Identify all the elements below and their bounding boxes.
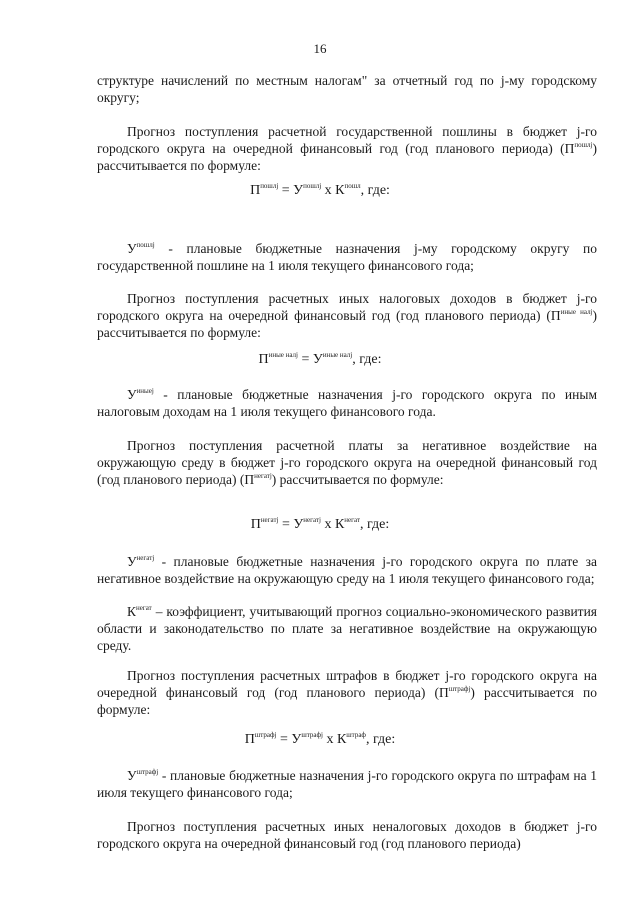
- paragraph-continuation: [97, 72, 597, 106]
- symbol-superscript: негатj: [254, 472, 272, 480]
- paragraph-state-duty-definition: [97, 240, 597, 274]
- symbol: У: [127, 554, 137, 569]
- paragraph-text: - плановые бюджетные назначения j-го городского округа по штрафам на 1 июля текущего финансового года;: [97, 768, 597, 800]
- paragraph-fines-forecast: Прогноз поступления расчетных штрафов в бюджет j-го городского округа на очередной финансовый год (год планового периода) $(П^{штрафj})$ рассчитывается по формуле:: [97, 668, 597, 717]
- formula-other-tax: [0, 352, 640, 368]
- formula-tail: , где:: [360, 183, 390, 198]
- paragraph-text: Прогноз поступления расчетных штрафов в бюджет j-го городского округа на очередной финансовый год (год планового периода): [97, 668, 597, 700]
- formula-operator: х: [324, 183, 332, 198]
- symbol: П: [439, 685, 449, 700]
- paragraph-other-tax-definition: [97, 386, 597, 420]
- paragraph-coefficient-definition: [97, 603, 597, 654]
- symbol-superscript: пошлj: [574, 141, 593, 149]
- paragraph-text: структуре начислений по местным налогам" за отчетный год по j-му городскому округу;: [97, 73, 597, 105]
- paragraph-text: – коэффициент, учитывающий прогноз социально-экономического развития области и законодательство по плате за негативное воздействие на окружающую среду.: [97, 604, 598, 653]
- formula-term: К: [334, 517, 345, 532]
- symbol: У: [127, 387, 137, 402]
- formula-negative-impact: [0, 517, 640, 533]
- formula-superscript: иные налj: [322, 351, 353, 359]
- formula-superscript: иные налj: [268, 351, 298, 359]
- formula-operator: =: [281, 517, 290, 532]
- paragraph-text: Прогноз поступления расчетных иных неналоговых доходов в бюджет j-го городского округа на очередной финансовый год (год планового периода): [97, 819, 597, 851]
- paragraph-other-tax-forecast: Прогноз поступления расчетных иных налоговых доходов в бюджет j-го городского округа на очередной финансовый год (год планового периода) $(П^{иные налj})$ рассчитывается по формуле:: [97, 291, 598, 340]
- formula-superscript: негатj: [260, 516, 279, 524]
- symbol-superscript: иныеj: [136, 387, 154, 395]
- paragraph-text-tail: рассчитывается по формуле:: [97, 158, 261, 173]
- formula-tail: , где:: [365, 732, 396, 747]
- formula-operator: х: [324, 517, 332, 532]
- formula-operator: =: [279, 732, 288, 747]
- formula-term: К: [336, 732, 347, 747]
- formula-superscript: пошл: [344, 182, 361, 190]
- symbol-superscript: негат: [136, 604, 152, 612]
- paragraph-text: - плановые бюджетные назначения j-го городского округа по плате за негативное воздействие на окружающую среду на 1 июля текущего финансового года;: [97, 554, 598, 586]
- paragraph-text: - плановые бюджетные назначения j-го городского округа по иным налоговым доходам на 1 июля текущего финансового года.: [97, 387, 597, 419]
- symbol: П: [564, 141, 575, 156]
- formula-superscript: штрафj: [301, 731, 323, 739]
- paragraph-fines-definition: [97, 767, 597, 801]
- paragraph-text: Прогноз поступления расчетной платы за негативное воздействие на окружающую среду в бюджет j-го городского округа на очередной финансовый год (год планового периода): [97, 438, 597, 487]
- formula-superscript: пошлj: [260, 182, 279, 190]
- formula-operator: =: [281, 183, 290, 198]
- formula-superscript: негатj: [303, 516, 321, 524]
- formula-tail: , где:: [360, 517, 390, 532]
- paragraph-text-tail: рассчитывается по формуле:: [279, 472, 444, 487]
- formula-state-duty: [0, 183, 640, 199]
- formula-term: У: [293, 183, 304, 198]
- symbol: П: [244, 472, 255, 487]
- symbol: У: [127, 768, 137, 783]
- formula-term: У: [293, 517, 304, 532]
- formula-term: П: [250, 517, 261, 532]
- formula-term: П: [250, 183, 261, 198]
- formula-term: У: [291, 732, 302, 747]
- paragraph-other-nontax-forecast: [97, 818, 597, 852]
- formula-term: К: [335, 183, 345, 198]
- formula-tail: , где:: [352, 352, 382, 367]
- symbol: У: [127, 241, 137, 256]
- paragraph-text-tail: рассчитывается по формуле:: [97, 325, 261, 340]
- formula-superscript: негат: [344, 516, 361, 524]
- formula-term: У: [312, 352, 323, 367]
- formula-term: П: [244, 732, 255, 747]
- formula-superscript: пошлj: [303, 182, 322, 190]
- symbol-superscript: иные налj: [560, 308, 593, 316]
- symbol: П: [550, 308, 561, 323]
- symbol-superscript: штрафj: [136, 768, 159, 776]
- paragraph-text: Прогноз поступления расчетных иных налоговых доходов в бюджет j-го городского округа на очередной финансовый год (год планового периода): [97, 291, 597, 323]
- paragraph-text: - плановые бюджетные назначения j-му городскому округу по государственной пошлине на 1 июля текущего финансового года;: [97, 241, 597, 273]
- symbol: К: [127, 604, 137, 619]
- formula-superscript: штраф: [346, 731, 366, 739]
- paragraph-text: Прогноз поступления расчетной государственной пошлины в бюджет j-го городского округа на очередной финансовый год (год планового периода): [97, 124, 597, 156]
- formula-operator: х: [326, 732, 334, 747]
- symbol-superscript: штрафj: [448, 685, 471, 693]
- paragraph-text-tail: рассчитывается по формуле:: [97, 685, 597, 717]
- formula-term: П: [258, 352, 269, 367]
- symbol-superscript: негатj: [136, 554, 155, 562]
- paragraph-state-duty-forecast: Прогноз поступления расчетной государственной пошлины в бюджет j-го городского округа на очередной финансовый год (год планового периода) $(П^{пошлj})$ рассчитывается по формуле:: [97, 124, 597, 173]
- formula-fines: [0, 732, 640, 748]
- paragraph-negative-impact-definition: [97, 553, 597, 587]
- page-number: 16: [313, 41, 327, 56]
- symbol-superscript: пошлj: [136, 241, 155, 249]
- formula-operator: =: [301, 352, 310, 367]
- paragraph-negative-impact-forecast: Прогноз поступления расчетной платы за негативное воздействие на окружающую среду в бюджет j-го городского округа на очередной финансовый год (год планового периода) $(П^{негатj})$ рассчитывается по формуле:: [97, 438, 597, 487]
- formula-superscript: штрафj: [254, 731, 277, 739]
